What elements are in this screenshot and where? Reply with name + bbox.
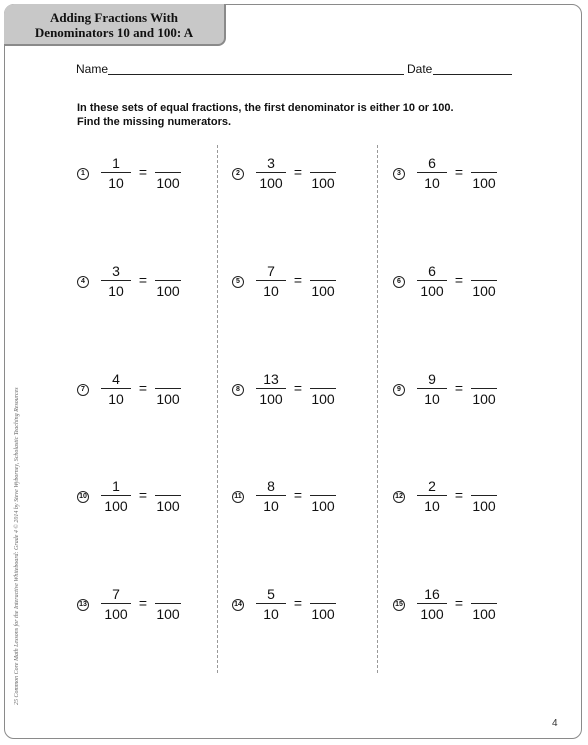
problem-number-badge: 6 <box>393 276 405 288</box>
fraction-bar <box>101 172 131 173</box>
fraction-numerator: 4 <box>112 371 120 387</box>
problem-number-badge: 9 <box>393 384 405 396</box>
problem-number-badge: 5 <box>232 276 244 288</box>
equals-sign: = <box>293 272 303 288</box>
answer-numerator-blank[interactable] <box>155 262 181 281</box>
problem-number-badge: 11 <box>232 491 244 503</box>
given-fraction <box>417 370 447 408</box>
fraction-denominator: 100 <box>420 283 444 299</box>
problem-item <box>393 154 533 198</box>
problem-number-badge: 7 <box>77 384 89 396</box>
answer-numerator-blank[interactable] <box>471 477 497 496</box>
problem-number-badge: 14 <box>232 599 244 611</box>
answer-numerator-blank[interactable] <box>310 370 336 389</box>
answer-numerator-blank[interactable] <box>471 585 497 604</box>
answer-denominator: 100 <box>311 606 335 622</box>
answer-denominator: 100 <box>156 283 180 299</box>
instructions-line-2: Find the missing numerators. <box>77 116 232 128</box>
problem-item <box>232 477 372 521</box>
given-fraction <box>256 585 286 623</box>
fraction-bar <box>101 495 131 496</box>
problem-item <box>232 370 372 414</box>
answer-fraction <box>310 585 336 623</box>
fraction-numerator: 16 <box>424 586 440 602</box>
fraction-bar <box>417 603 447 604</box>
answer-fraction <box>471 585 497 623</box>
equals-sign: = <box>454 272 464 288</box>
answer-fraction <box>155 585 181 623</box>
column-divider <box>217 145 218 673</box>
answer-numerator-blank[interactable] <box>155 585 181 604</box>
problem-number-badge: 10 <box>77 491 89 503</box>
name-label: Name <box>76 62 109 76</box>
equals-sign: = <box>454 487 464 503</box>
answer-denominator: 100 <box>472 606 496 622</box>
fraction-bar <box>101 388 131 389</box>
answer-fraction <box>471 477 497 515</box>
fraction-bar <box>101 603 131 604</box>
answer-denominator: 100 <box>311 175 335 191</box>
fraction-bar <box>256 495 286 496</box>
fraction-denominator: 100 <box>104 498 128 514</box>
fraction-bar <box>256 172 286 173</box>
fraction-bar <box>256 280 286 281</box>
answer-fraction <box>310 262 336 300</box>
problem-item <box>393 585 533 629</box>
fraction-denominator: 10 <box>263 283 279 299</box>
equals-sign: = <box>138 380 148 396</box>
answer-denominator: 100 <box>156 606 180 622</box>
answer-denominator: 100 <box>472 498 496 514</box>
title-line-1: Adding Fractions With <box>49 10 179 25</box>
given-fraction <box>417 585 447 623</box>
equals-sign: = <box>454 380 464 396</box>
problem-item <box>393 370 533 414</box>
problem-item <box>77 477 217 521</box>
column-divider <box>377 145 378 673</box>
fraction-denominator: 10 <box>424 391 440 407</box>
answer-fraction <box>155 477 181 515</box>
fraction-denominator: 10 <box>424 175 440 191</box>
answer-fraction <box>310 154 336 192</box>
fraction-denominator: 10 <box>108 175 124 191</box>
problem-number-badge: 13 <box>77 599 89 611</box>
given-fraction <box>101 370 131 408</box>
date-field[interactable] <box>433 74 512 75</box>
answer-fraction <box>310 477 336 515</box>
answer-fraction <box>471 370 497 408</box>
fraction-bar <box>256 388 286 389</box>
problem-number-badge: 15 <box>393 599 405 611</box>
fraction-bar <box>417 172 447 173</box>
answer-denominator: 100 <box>156 498 180 514</box>
problem-number-badge: 3 <box>393 168 405 180</box>
equals-sign: = <box>454 595 464 611</box>
fraction-numerator: 9 <box>428 371 436 387</box>
fraction-denominator: 10 <box>263 606 279 622</box>
problem-number-badge: 2 <box>232 168 244 180</box>
fraction-numerator: 13 <box>263 371 279 387</box>
answer-numerator-blank[interactable] <box>310 154 336 173</box>
answer-denominator: 100 <box>311 283 335 299</box>
fraction-numerator: 8 <box>267 478 275 494</box>
answer-denominator: 100 <box>311 498 335 514</box>
fraction-numerator: 7 <box>267 263 275 279</box>
problem-item <box>232 154 372 198</box>
given-fraction <box>101 154 131 192</box>
fraction-denominator: 10 <box>424 498 440 514</box>
fraction-denominator: 100 <box>259 175 283 191</box>
answer-numerator-blank[interactable] <box>155 370 181 389</box>
fraction-numerator: 6 <box>428 263 436 279</box>
equals-sign: = <box>138 272 148 288</box>
given-fraction <box>417 262 447 300</box>
equals-sign: = <box>454 164 464 180</box>
answer-fraction <box>471 262 497 300</box>
equals-sign: = <box>138 595 148 611</box>
fraction-bar <box>256 603 286 604</box>
answer-denominator: 100 <box>311 391 335 407</box>
fraction-numerator: 2 <box>428 478 436 494</box>
answer-numerator-blank[interactable] <box>310 585 336 604</box>
equals-sign: = <box>293 164 303 180</box>
answer-denominator: 100 <box>156 391 180 407</box>
fraction-numerator: 1 <box>112 155 120 171</box>
fraction-numerator: 6 <box>428 155 436 171</box>
fraction-numerator: 7 <box>112 586 120 602</box>
problem-item <box>232 262 372 306</box>
problem-number-badge: 12 <box>393 491 405 503</box>
answer-denominator: 100 <box>156 175 180 191</box>
problem-item <box>77 370 217 414</box>
date-label: Date <box>407 62 433 76</box>
answer-numerator-blank[interactable] <box>471 154 497 173</box>
equals-sign: = <box>138 487 148 503</box>
answer-numerator-blank[interactable] <box>155 154 181 173</box>
fraction-denominator: 100 <box>104 606 128 622</box>
fraction-denominator: 100 <box>420 606 444 622</box>
answer-numerator-blank[interactable] <box>471 370 497 389</box>
problem-item <box>77 154 217 198</box>
fraction-denominator: 10 <box>108 391 124 407</box>
given-fraction <box>256 262 286 300</box>
fraction-bar <box>417 495 447 496</box>
answer-numerator-blank[interactable] <box>310 477 336 496</box>
given-fraction <box>417 154 447 192</box>
answer-fraction <box>155 154 181 192</box>
answer-denominator: 100 <box>472 283 496 299</box>
problem-item <box>393 262 533 306</box>
instructions-line-1: In these sets of equal fractions, the first denominator is either 10 or 100. <box>77 102 454 114</box>
answer-fraction <box>155 370 181 408</box>
fraction-numerator: 5 <box>267 586 275 602</box>
answer-numerator-blank[interactable] <box>155 477 181 496</box>
equals-sign: = <box>293 487 303 503</box>
answer-denominator: 100 <box>472 391 496 407</box>
given-fraction <box>101 477 131 515</box>
given-fraction <box>101 585 131 623</box>
fraction-bar <box>417 388 447 389</box>
instructions <box>77 101 454 129</box>
name-field[interactable] <box>108 74 404 75</box>
answer-fraction <box>155 262 181 300</box>
given-fraction <box>101 262 131 300</box>
answer-numerator-blank[interactable] <box>310 262 336 281</box>
given-fraction <box>256 154 286 192</box>
fraction-denominator: 100 <box>259 391 283 407</box>
problem-item <box>393 477 533 521</box>
problem-item <box>77 262 217 306</box>
given-fraction <box>256 477 286 515</box>
equals-sign: = <box>293 595 303 611</box>
answer-fraction <box>310 370 336 408</box>
name-date-row <box>76 62 516 78</box>
side-credit: 25 Common Core Math Lessons for the Interactive Whiteboard: Grade 4 © 2014 by Steve Wyborney, Scholastic Teaching Resources <box>14 387 20 705</box>
page-number: 4 <box>552 718 558 729</box>
answer-denominator: 100 <box>472 175 496 191</box>
fraction-numerator: 1 <box>112 478 120 494</box>
fraction-bar <box>101 280 131 281</box>
title-tab <box>4 4 226 46</box>
answer-numerator-blank[interactable] <box>471 262 497 281</box>
problem-number-badge: 4 <box>77 276 89 288</box>
title-line-2: Denominators 10 and 100: A <box>34 25 194 40</box>
fraction-denominator: 10 <box>108 283 124 299</box>
problem-item <box>77 585 217 629</box>
fraction-denominator: 10 <box>263 498 279 514</box>
problem-number-badge: 1 <box>77 168 89 180</box>
fraction-numerator: 3 <box>267 155 275 171</box>
problem-item <box>232 585 372 629</box>
given-fraction <box>256 370 286 408</box>
problem-number-badge: 8 <box>232 384 244 396</box>
equals-sign: = <box>138 164 148 180</box>
answer-fraction <box>471 154 497 192</box>
equals-sign: = <box>293 380 303 396</box>
fraction-bar <box>417 280 447 281</box>
given-fraction <box>417 477 447 515</box>
fraction-numerator: 3 <box>112 263 120 279</box>
